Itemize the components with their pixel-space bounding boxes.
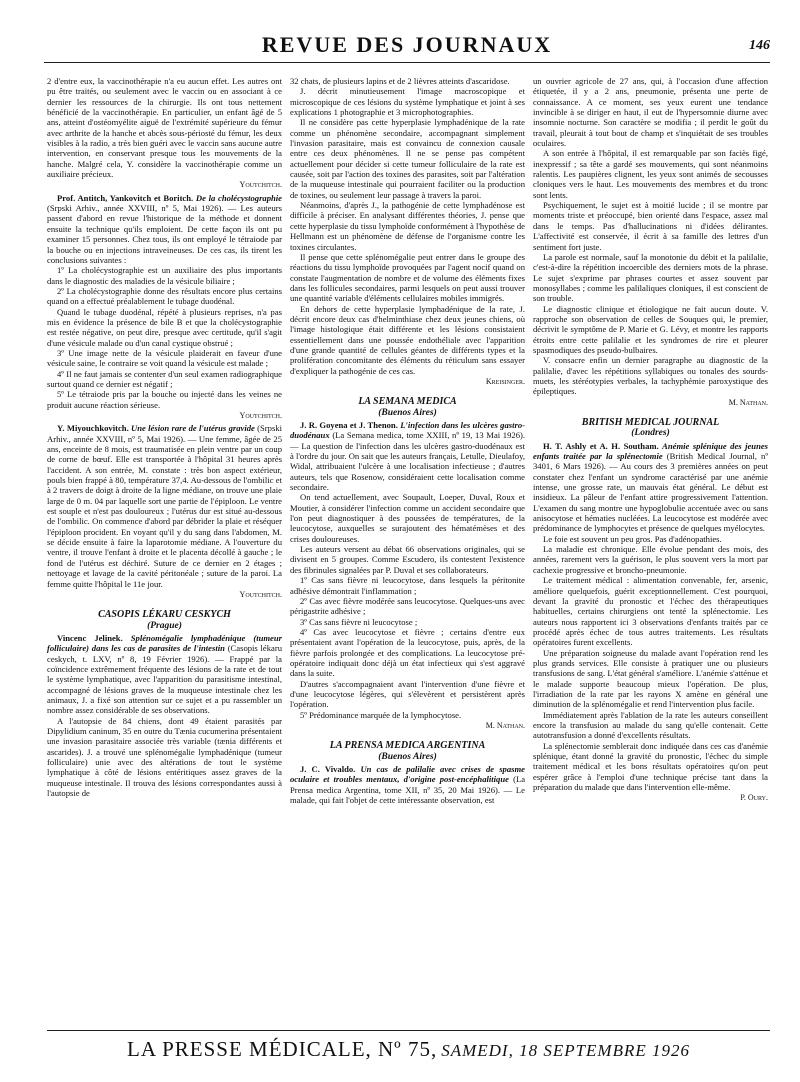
article-paragraph: La question de l'infection dans les ulcères gastro-duodénaux est à l'ordre du jour. On sait que les auteurs français, Letulle, Dieulafoy, Widal, attribuaient l'ulcère à une localisation infectieuse ; d'autres auteurs, tels que Rosenow, considéraient cette localisation comme secondaire. (290, 440, 525, 493)
article-authors: J. C. Vivaldo. (300, 764, 356, 774)
article-lead (290, 420, 525, 492)
article-paragraph: — Une femme, âgée de 25 ans, enceinte de 8 mois, est traumatisée en plein ventre par un coup de corne de bœuf. Elle est transportée à l'hôpital 31 heures après l'accident. A son entrée, M. constate : très bon aspect extérieur, pouls bien frappé à 80, température 37,4. Au-dessous de l'ombilic et à 2 travers de doigt à droite de la ligne médiane, on trouve une plaie large de 0 m. 04 par laquelle sort une partie de l'épiploon. Le ventre est souple et n'est pas douloureux ; l'utérus dur est situé au-dessous de l'ombilic. On commence d'abord par débrider la plaie et réséquer l'épiploon procident. En voyant qu'il y du sang dans l'abdomen, M. se décide ensuite à faire la laparotomie médiane. A l'ouverture du ventre, il trouve l'enfant à droite et le placenta décollé à gauche ; le fond de l'utérus est déchiré. Suture de ce dernier en 2 étages ; nettoyage et lavage de la cavité péritonéale ; suture de la paroi. La femme quitte l'hôpital le 11e jour. (47, 433, 282, 589)
article-paragraph: A son entrée à l'hôpital, il est remarquable par son faciès figé, inexpressif ; sa tête a gardé ses mouvements, qui sont néanmoins ralentis. Les paupières clignent, les yeux sont animés de secousses cloniques vers le haut. Les mouvements des membres et du tronc sont lents. (533, 148, 768, 200)
article-paragraph: un ouvrier agricole de 27 ans, qui, à l'occasion d'une affection étiquetée, il y a 2 ans, pneumonie, présenta une perte de connaissance. A ce moment, ses yeux eurent une tendance invincible à se diriger en haut, il eut de l'hypersomnie diurne avec insomnie nocturne. Son caractère se modifia ; il perdit le goût du travail, pleurait à tout bout de champ et s'inquiétait de ses troubles oculaires. (533, 76, 768, 149)
article-paragraph: 2 d'entre eux, la vaccinothérapie n'a eu aucun effet. Les autres ont pu être traités, ou seulement avec le vaccin ou en associant à ce dernier les ressources de la chirurgie. Ils ont tous nettement bénéficié de la vaccinothérapie. En particulier, un enfant âgé de 5 ans, atteint d'ostéomyélite aiguë de l'extrémité supérieure du fémur avec arthrite de la hanche et abcès sous-périosté du fémur, les deux visibles à la radio, a très bien guéri avec le vaccin sans aucune autre intervention, en conservant presque tous les mouvements de la hanche. Malgré cela, Y. considère la vaccinothérapie comme un auxiliaire précieux. (47, 76, 282, 180)
journal-place: (Prague) (147, 620, 182, 631)
article-paragraph: Quand le tubage duodénal, répété à plusieurs reprises, n'a pas mis en évidence la présence de bile B et que la cholécystographie est restée négative, on peut dire, presque avec certitude, qu'il s'agit d'une vésicule malade ou d'un canal cystique obstrué ; (47, 306, 282, 348)
article-lead (290, 764, 525, 805)
journal-section-heading (290, 741, 525, 762)
conclusion-item: 4º Il ne faut jamais se contenter d'un seul examen radiographique surtout quand ce dernier est négatif ; (47, 368, 282, 389)
article-authors: Vincenc Jelinek. (57, 632, 123, 643)
article-paragraph: On tend actuellement, avec Soupault, Loeper, Duval, Roux et Moutier, à considérer l'infection comme un accident secondaire que l'on peut diagnostiquer à des poussées de températures, de la leucocytose, auxquelles se surajoutent des hématémèses et des crises douloureuses. (290, 492, 525, 544)
article-signature: M. Nathan. (485, 720, 525, 730)
column-2 (290, 76, 525, 1026)
list-item: 1º Cas sans fièvre ni leucocytose, dans lesquels la péritonite adhésive démontrait l'inflammation ; (290, 575, 525, 596)
article-paragraph: La maladie est chronique. Elle évolue pendant des mois, des années, rarement vers la guérison, le plus souvent vers la mort par cachexie progressive et broncho-pneumonie. (533, 544, 768, 575)
journal-section-title: REVUE DES JOURNAUX (261, 32, 553, 57)
article-title: Une lésion rare de l'utérus gravide (131, 423, 255, 434)
conclusion-item: 3º Une image nette de la vésicule plaiderait en faveur d'une vésicule saine, le contraire se voit quand la vésicule est malade ; (47, 347, 282, 369)
journal-name: LA PRENSA MEDICA ARGENTINA (329, 740, 486, 752)
journal-name: LA SEMANA MEDICA (358, 396, 457, 408)
article-lead (47, 193, 282, 265)
article-lead (47, 633, 282, 716)
article-reference: (La Prensa medica Argentina, tome XII, nº 35, 20 Mai 1926). — (290, 774, 525, 795)
list-item: 4º Cas avec leucocytose et fièvre ; certains d'entre eux présentaient avant l'opération de la leucocytose, puis, après, de la fièvre parfois prolongée et des complications. La leucocytose pré-opératoire indiquait donc déjà un état infectieux qui s'est aggravé dans la suite. (290, 626, 525, 679)
article-signature: P. Oury. (740, 793, 768, 803)
article-paragraph: Les auteurs versent au débat 66 observations originales, qui se divisent en 5 groupes. Comme Escudero, ils contestent l'existence des fibrinules signalées par P. Duval et ses collaborateurs. (290, 544, 525, 575)
article-authors: H. T. Ashly et A. H. Southam. (543, 440, 659, 451)
list-item: 2º Cas avec fièvre modérée sans leucocytose. Quelques-uns avec périgastrite adhésive ; (290, 595, 525, 617)
article-reference: (Casopis lékaru ceskych, t. LXV, nº 8, 19 Février 1926). — (47, 643, 282, 664)
article-paragraph: La parole est normale, sauf la monotonie du débit et la palilalie, c'est-à-dire la répétition incoercible des derniers mots de la phrase. Le sujet s'exprime par phrases courtes et assez souvent par monosyllabes ; comme les palilaliques cloniques, il est conscient de son trouble. (533, 251, 768, 304)
article-paragraph: Au cours des 3 premières années on peut constater chez l'enfant un syndrome caractérisé par une anémie intense, une grosse rate, un mauvais état général. Le début est insidieux. La pâleur de l'enfant attire progressivement l'attention. L'examen du sang montre une hypoglobulie accentuée avec ou sans anisocytose et hématies nucléées. La leucocytose est modérée avec prédominance de lymphocytes et présence de quelques myélocytes. (533, 461, 768, 534)
article-authors: Prof. Antitch, Yankovitch et Boritch. (57, 192, 194, 203)
article-title: De la cholécystographie (195, 192, 282, 203)
journal-place: (Londres) (631, 428, 670, 439)
article-paragraph: V. consacre enfin un dernier paragraphe au diagnostic de la palilalie, d'avec les répétitions syllabiques ou tonales des sourds-muets, les stéréotypies verbales, la tachyphémie paroxystique des épileptiques. (533, 355, 768, 397)
article-reference: (British Medical Journal, nº 3401, 6 Mars 1926). — (533, 451, 768, 472)
article-paragraph: En dehors de cette hyperplasie lymphadénique de la rate, J. décrit encore deux cas d'helminthiase chez deux jeunes chiens, où l'image histologique était différente et les lésions consistaient essentiellement dans une poussée endothéliale avec l'apparition d'une grande quantité de cellules géantes de différents types et la prolifération concomitante des éléments du réticulum sans essayer d'expliquer la pathogénie de ces cas. (290, 303, 525, 376)
footer-date: SAMEDI, 18 SEPTEMBRE 1926 (441, 1041, 690, 1060)
article-signature: Kreisinger. (485, 376, 525, 386)
column-3 (533, 76, 768, 1026)
page-header (44, 32, 770, 63)
article-paragraph: Néanmoins, d'après J., la pathogénie de cette lymphadénose est difficile à préciser. En analysant différentes théories, J. pense que cette hyperplasie du tissu lymphoïde conformément à l'hypothèse de Hellmann est un phénomène de défense de l'organisme contre les toxines circulantes. (290, 200, 525, 252)
article-title: Splénomégalie lymphadénique (tumeur folliculaire) dans les cas de parasites de l'intestin (47, 632, 282, 654)
article-paragraph: Les auteurs passent d'abord en revue l'historique de la méthode et donnent ensuite la technique qu'ils emploient. De cette façon ils ont pu examiner 15 personnes. Chez tous, ils ont employé le tétraiode par la bouche ou en injections intraveineuses. De ces cas, ils tirent les conclusions suivantes : (47, 203, 282, 265)
article-title: L'infection dans les ulcères gastro-duodénaux (290, 420, 525, 441)
article-signature: M. Nathan. (728, 397, 768, 407)
article-signature: Youtchitch. (239, 411, 282, 420)
conclusion-item: 5º Le tétraiode pris par la bouche ou injecté dans les veines ne produit aucune réaction sérieuse. (47, 389, 282, 410)
article-paragraph: 32 chats, de plusieurs lapins et de 2 lièvres atteints d'ascaridose. (290, 76, 510, 86)
article-paragraph: J. décrit minutieusement l'image macroscopique et microscopique de ces lésions du système lymphatique et joint à ses explications 1 photographie et 3 microphotographies. (290, 86, 525, 118)
journal-place: (Buenos Aires) (378, 407, 437, 418)
journal-name: CASOPIS LÉKARU CESKYCH (98, 609, 231, 621)
article-paragraph: Psychiquement, le sujet est à moitié lucide ; il se montre par moments triste et préoccupé, bien orienté dans l'espace, assez mal dans le temps. Pas d'hallucinations ni d'idées délirantes. L'affectivité est conservée, il écrit à sa famille des lettres d'un sentiment fort juste. (533, 200, 768, 252)
article-authors: J. R. Goyena et J. Thenon. (300, 420, 398, 430)
article-title: Anémie splénique des jeunes enfants traitée par la splénectomie (533, 440, 768, 462)
article-title: Un cas de palilalie avec crises de spasme oculaire et troubles mentaux, d'origine post-encéphalitique (290, 764, 525, 785)
article-paragraph: Il ne considère pas cette hyperplasie lymphadénique de la rate comme un phénomène secondaire, accompagnant simplement l'invasion parasitaire, mais est convaincu de connexion causale entre ces deux phénomènes. Il ne se pense pas compétent actuellement pour décider si cette tumeur folliculaire de la rate est causée, soit par l'action des toxines des parasites, soit par l'altération de la muqueuse intestinale qui pourraient faciliter ou la production de toxines, ou seulement leur passage à travers la paroi. (290, 117, 525, 200)
conclusion-item: 2º La cholécystographie donne des résultats encore plus certains quand on a effectué préalablement le tubage duodénal. (47, 285, 282, 307)
article-paragraph: Le malade, qui fait l'objet de cette intéressante observation, est (290, 784, 525, 806)
journal-section-heading (290, 397, 525, 418)
journal-section-heading (47, 610, 282, 631)
journal-section-heading (533, 418, 768, 439)
article-paragraph: Le traitement médical : alimentation convenable, fer, arsenic, améliore quelquefois, guérit exceptionnellement. C'est pourquoi, devant la gravité du pronostic et l'échec des thérapeutiques habituelles, certains chirurgiens ont tenté la splénectomie. Les auteurs nous rapportent ici 3 observations d'enfants traités par ce procédé après échec de tous autres traitements. Les résultats opératoires furent excellents. (533, 575, 768, 648)
article-paragraph: La splénectomie semblerait donc indiquée dans ces cas d'anémie splénique, étant donné la gravité du pronostic, l'échec du simple traitement médical et les bons résultats opératoires qu'on peut espérer grâce à l'emploi d'une technique précise tant dans la préparation du malade que dans l'intervention elle-même. (533, 740, 768, 793)
journal-place: (Buenos Aires) (378, 751, 437, 762)
article-paragraph: Le diagnostic clinique et étiologique ne fait aucun doute. V. rapproche son observation de celles de Souques qui, le premier, décrivit le symptôme de P. Marie et G. Lévy, et montre les rapports étroits entre cette palilalie et les syndromes de rire et pleurer spasmodiques des pseudo-bulbaires. (533, 303, 768, 355)
conclusion-item: 1º La cholécystographie est un auxiliaire des plus importants dans le diagnostic des maladies de la vésicule biliaire ; (47, 265, 282, 286)
footer-journal: LA PRESSE MÉDICALE, Nº 75, (127, 1037, 438, 1061)
article-reference: (Srpski Arhiv., année XXVIII, nº 5, Mai 1926). (47, 423, 282, 444)
article-paragraph: Une préparation soigneuse du malade avant l'opération rend les plus grands services. Elle consiste à pratiquer une ou plusieurs transfusions de sang. L'état général s'améliore. L'anémie s'atténue et le malade supporte beaucoup mieux l'opération. De plus, l'irradiation de la rate par les rayons X amène en général une diminution de la splénomégalie et rend l'intervention plus facile. (533, 647, 768, 710)
article-signature: Youtchitch. (239, 180, 282, 190)
article-lead (533, 441, 768, 534)
article-paragraph: D'autres s'accompagnaient avant l'intervention d'une fièvre et d'une leucocytose légères, qui s'élevèrent et persistèrent après l'opération. (290, 678, 525, 710)
list-item: 5º Prédominance marquée de la lymphocytose. (300, 709, 462, 720)
article-paragraph: Il pense que cette splénomégalie peut entrer dans le groupe des réactions du tissu lymphoïde provoquées par l'agent nocif quand on constate l'augmentation de nombre et de volume des éléments fixes dans les follicules secondaires, parmi lesquels on peut aussi trouver une quantité variable d'éléments cellulaires mobiles immigrés. (290, 251, 525, 304)
article-authors: Y. Miyouchkovitch. (57, 423, 129, 434)
article-lead (47, 423, 282, 589)
page-footer (47, 1030, 770, 1063)
article-paragraph: Immédiatement après l'ablation de la rate les auteurs conseillent encore la transfusion au malade du sang qu'elle contenait. Cette autotransfusion a donné d'excellents résultats. (533, 709, 768, 741)
column-1 (47, 76, 282, 1026)
article-paragraph: Le foie est souvent un peu gros. Pas d'adénopathies. (543, 533, 722, 544)
article-reference: (Srpski Arhiv., année XXVIII, nº 5, Mai 1926). — (47, 203, 237, 214)
article-signature: Youtchitch. (239, 589, 282, 599)
list-item: 3º Cas sans fièvre ni leucocytose ; (300, 616, 418, 627)
page-number: 146 (749, 38, 770, 53)
journal-name: BRITISH MEDICAL JOURNAL (581, 417, 720, 428)
article-paragraph: A l'autopsie de 84 chiens, dont 49 étaient parasités par Dipylidium caninum, 35 en outre du Tænia cucumerina présentaient une invasion parasitaire associée très variable (tænia différents et ascarides). J. a trouvé une splénomégalie lymphadénique (tumeur folliculaire) unie avec des altérations de tout le système lymphatique à côté de lésions entéritiques assez graves de la muqueuse intestinale. Il trouva des lésions correspondantes aussi à l'autopsie de (47, 715, 282, 799)
article-paragraph: Frappé par la coïncidence extrêmement fréquente des lésions de la rate et de tout le système lymphatique, avec l'apparition du parasitisme intestinal, accompagné de lésions graves de la muqueuse intestinale chez les animaux, J. a fixé son attention sur ce sujet et a pu rassembler un nombre assez considérable de ses observations. (47, 653, 282, 716)
article-reference: (La Semana medica, tome XXIII, nº 19, 13 Mai 1926). — (290, 430, 525, 451)
